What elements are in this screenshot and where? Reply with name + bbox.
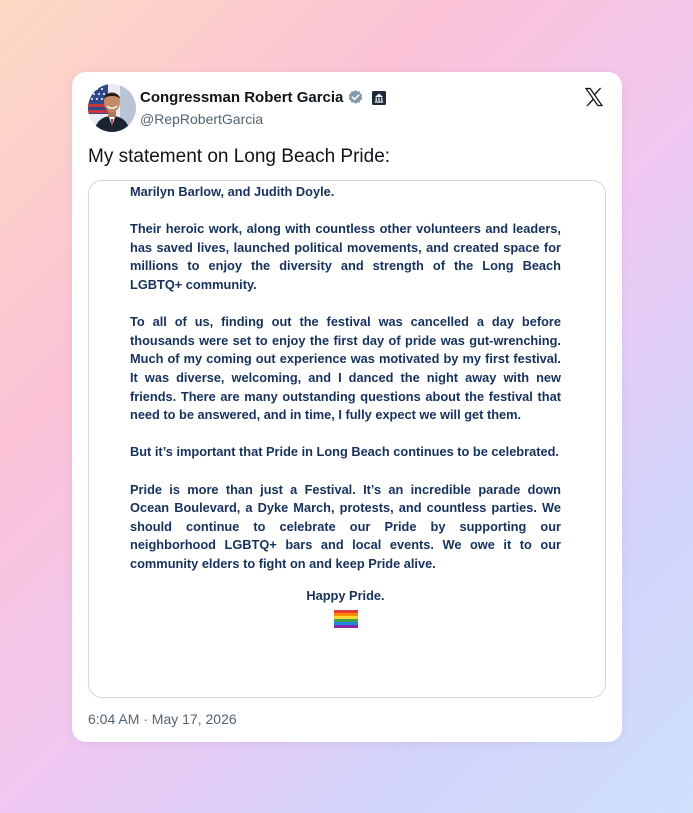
author-display-name[interactable]: Congressman Robert Garcia	[140, 89, 344, 106]
statement-image[interactable]	[88, 180, 606, 698]
tweet-card	[72, 72, 622, 742]
statement-paragraph: Their heroic work, along with countless other volunteers and leaders, has saved lives, launched political movements, and created space for millions to enjoy the diversity and strength of the Long Beach LGBTQ+ community.	[130, 221, 561, 292]
rainbow-flag-icon	[334, 610, 358, 628]
tweet-timestamp[interactable]: 6:04 AM · May 17, 2026	[88, 711, 237, 727]
statement-signoff: Happy Pride.	[306, 588, 385, 604]
statement-paragraph: But it’s important that Pride in Long Beach continues to be celebrated.	[130, 444, 559, 460]
government-building-icon	[372, 91, 386, 105]
avatar[interactable]	[88, 84, 136, 132]
statement-paragraph: To all of us, finding out the festival was cancelled a day before thousands were set to enjoy the first day of pride was gut-wrenching. Much of my coming out experience was motivated by my first festival. It was diverse, welcoming, and I danced the night away with new friends. There are many outstanding questions about the festival that need to be answered, and in time, I fully expect we will get them.	[130, 314, 561, 423]
statement-paragraph: Marilyn Barlow, and Judith Doyle.	[130, 184, 335, 199]
statement-paragraph: Pride is more than just a Festival. It’s an incredible parade down Ocean Boulevard, a Dyke March, protests, and countless parties. We should continue to celebrate our Pride by supporting our neighborhood LGBTQ+ bars and local events. We owe it to our community elders to fight on and keep Pride alive.	[130, 481, 561, 571]
x-logo-icon[interactable]	[583, 86, 605, 108]
author-handle[interactable]: @RepRobertGarcia	[140, 111, 264, 127]
author-name-row	[140, 89, 386, 106]
statement-body	[130, 183, 561, 628]
verified-badge-icon	[347, 89, 364, 106]
tweet-text: My statement on Long Beach Pride:	[88, 146, 391, 167]
